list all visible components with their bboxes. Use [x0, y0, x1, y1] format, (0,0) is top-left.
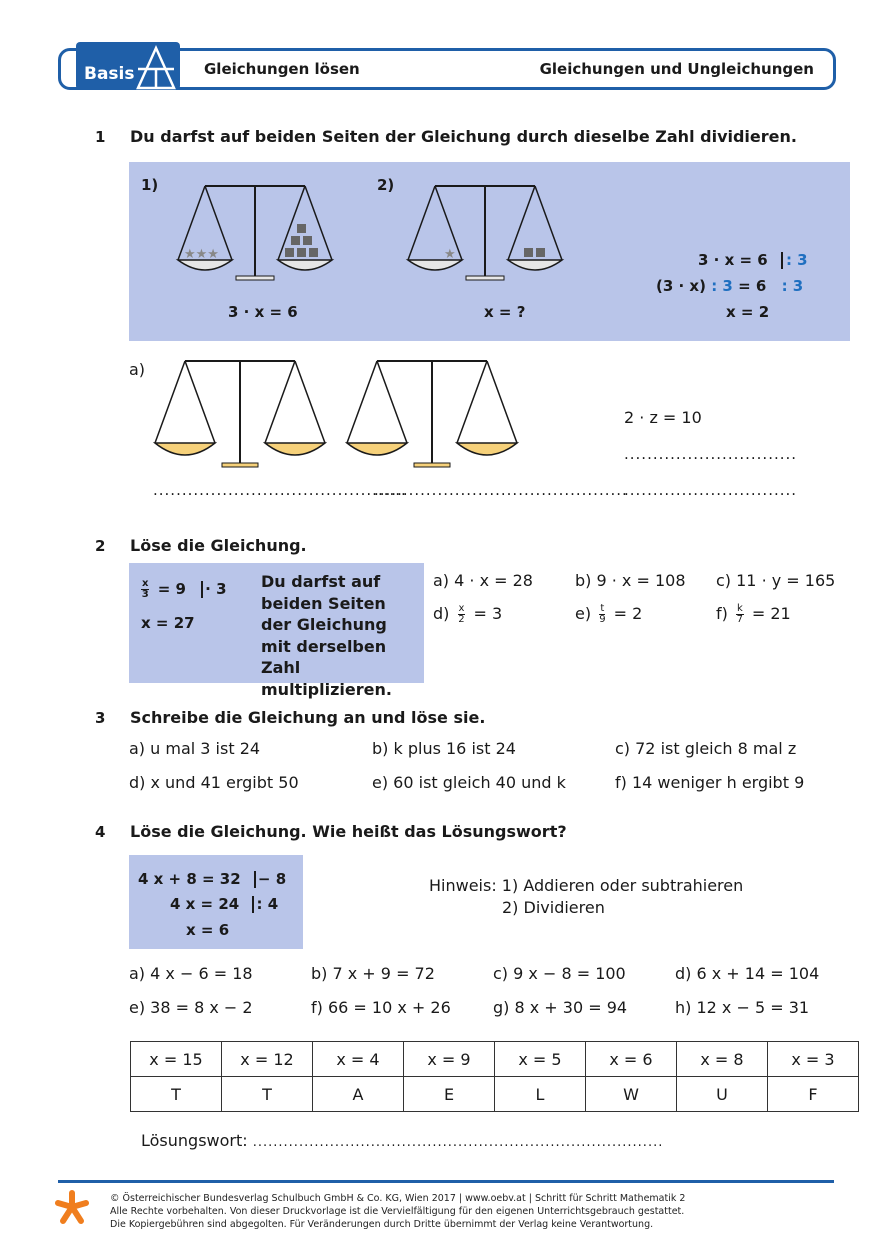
task1-part-a-label: a) [129, 360, 146, 379]
answer-blank-right-1[interactable]: .............................. [624, 445, 798, 463]
example2-equation: x = ? [484, 303, 526, 321]
part-a-equation: 2 · z = 10 [624, 408, 702, 427]
footer-divider [58, 1180, 834, 1183]
step2-equation [656, 277, 803, 295]
example-fraction: $\frac{x}{3}$ [141, 578, 149, 600]
footer-line-2: Alle Rechte vorbehalten. Von dieser Druckvorlage ist die Vervielfältigung für den eigenen Unterrichtsgebrauch gestattet. [110, 1206, 685, 1217]
balance-scale-a2-icon [342, 355, 522, 470]
solution-word-blank[interactable]: ................................................................................ [252, 1135, 664, 1150]
task4-title: Löse die Gleichung. Wie heißt das Lösungswort? [130, 822, 567, 841]
step1-text: 3 · x = 6 [698, 251, 768, 269]
step1-op: : 3 [785, 251, 808, 269]
step3-equation: x = 2 [726, 303, 770, 321]
header-right-title: Gleichungen und Ungleichungen [539, 60, 814, 78]
task4-item-e: e) 38 = 8 x − 2 [129, 998, 253, 1017]
solution-cell: x = 9 [404, 1042, 495, 1077]
task2-item-d: d) $\frac{x}{2}$ = 3 [433, 603, 503, 625]
task2-item-e: e) $\frac{t}{9}$ = 2 [575, 603, 643, 625]
solution-word [141, 1131, 663, 1150]
step2-op: : 3 [711, 277, 733, 295]
step2-op2: : 3 [781, 277, 804, 295]
task2-item-b: b) 9 · x = 108 [575, 571, 686, 590]
task4-item-h: h) 12 x − 5 = 31 [675, 998, 810, 1017]
task2-item-c: c) 11 · y = 165 [716, 571, 836, 590]
task4-example-line2: 4 x = 24 : 4 [170, 895, 279, 913]
solution-word-label: Lösungswort: [141, 1131, 248, 1150]
copyright-notice [110, 1192, 685, 1231]
task2-item-a: a) 4 · x = 28 [433, 571, 533, 590]
example-rhs: = 9 [157, 580, 186, 598]
task3-item-f: f) 14 weniger h ergibt 9 [615, 773, 805, 792]
task2-example-result: x = 27 [141, 614, 195, 632]
example1-label: 1) [141, 176, 159, 194]
example2-label: 2) [377, 176, 395, 194]
solution-cell: x = 6 [586, 1042, 677, 1077]
task3-item-d: d) x und 41 ergibt 50 [129, 773, 299, 792]
letter-cell: F [768, 1077, 859, 1112]
solution-cell: x = 5 [495, 1042, 586, 1077]
operation-bar [252, 896, 254, 913]
operation-bar [781, 252, 783, 269]
task4-number: 4 [95, 823, 106, 841]
solution-row [131, 1042, 859, 1077]
balance-scale-a1-icon [150, 355, 330, 470]
task4-hint-2: 2) Dividieren [502, 898, 605, 917]
step1-equation [698, 251, 808, 269]
solution-cell: x = 4 [313, 1042, 404, 1077]
letter-cell: T [131, 1077, 222, 1112]
solution-table [130, 1041, 859, 1112]
task4-hint-1: Hinweis: 1) Addieren oder subtrahieren [429, 876, 744, 895]
task3-item-a: a) u mal 3 ist 24 [129, 739, 261, 758]
operation-bar [254, 871, 256, 888]
step2-lhs: (3 · x) [656, 277, 706, 295]
task4-item-g: g) 8 x + 30 = 94 [493, 998, 628, 1017]
task3-title: Schreibe die Gleichung an und löse sie. [130, 708, 486, 727]
task2-hint: Du darfst auf beiden Seiten der Gleichung mit derselben Zahl multiplizieren. [261, 572, 392, 699]
answer-blank-right-2[interactable]: .............................. [624, 481, 798, 499]
solution-cell: x = 15 [131, 1042, 222, 1077]
task4-item-d: d) 6 x + 14 = 104 [675, 964, 820, 983]
example1-equation: 3 · x = 6 [228, 303, 298, 321]
task2-title: Löse die Gleichung. [130, 536, 307, 555]
task1-number: 1 [95, 128, 106, 146]
task2-number: 2 [95, 537, 106, 555]
solution-cell: x = 3 [768, 1042, 859, 1077]
level-badge [76, 42, 180, 90]
solution-cell: x = 8 [677, 1042, 768, 1077]
badge-label: Basis [84, 64, 135, 84]
footer-line-3: Die Kopiergebühren sind abgegolten. Für Veränderungen durch Dritte übernimmt der Verlag keine Verantwortung. [110, 1219, 654, 1230]
footer-line-1: © Österreichischer Bundesverlag Schulbuch GmbH & Co. KG, Wien 2017 | www.oebv.at | Schritt für Schritt Mathematik 2 [110, 1193, 686, 1204]
balance-scale-1-icon [170, 180, 340, 285]
svg-text:★★★: ★★★ [184, 247, 219, 262]
letter-cell: W [586, 1077, 677, 1112]
task4-example-line1: 4 x + 8 = 32 − 8 [138, 870, 287, 888]
svg-text:★: ★ [444, 247, 456, 262]
task3-item-e: e) 60 ist gleich 40 und k [372, 773, 566, 792]
task1-title: Du darfst auf beiden Seiten der Gleichung durch dieselbe Zahl dividieren. [130, 127, 797, 146]
letter-row [131, 1077, 859, 1112]
letter-cell: U [677, 1077, 768, 1112]
letter-cell: E [404, 1077, 495, 1112]
answer-blank-left[interactable]: ............................................ [153, 481, 407, 499]
letter-cell: T [222, 1077, 313, 1112]
task4-example-line3: x = 6 [186, 921, 230, 939]
letter-cell: A [313, 1077, 404, 1112]
answer-blank-middle[interactable]: ............................................ [374, 481, 628, 499]
task4-item-a: a) 4 x − 6 = 18 [129, 964, 253, 983]
example-op: · 3 [205, 580, 227, 598]
task4-item-f: f) 66 = 10 x + 26 [311, 998, 451, 1017]
task3-item-b: b) k plus 16 ist 24 [372, 739, 516, 758]
letter-cell: L [495, 1077, 586, 1112]
task3-number: 3 [95, 709, 106, 727]
balance-scale-2-icon [400, 180, 570, 285]
task4-item-c: c) 9 x − 8 = 100 [493, 964, 626, 983]
step2-rhs: = 6 [738, 277, 767, 295]
task4-item-b: b) 7 x + 9 = 72 [311, 964, 435, 983]
task2-example-line1 [138, 579, 227, 600]
header-left-title: Gleichungen lösen [204, 60, 360, 78]
task2-item-f: f) $\frac{k}{7}$ = 21 [716, 603, 791, 625]
operation-bar [201, 581, 203, 598]
task3-item-c: c) 72 ist gleich 8 mal z [615, 739, 797, 758]
publisher-logo-icon [54, 1189, 90, 1227]
solution-cell: x = 12 [222, 1042, 313, 1077]
